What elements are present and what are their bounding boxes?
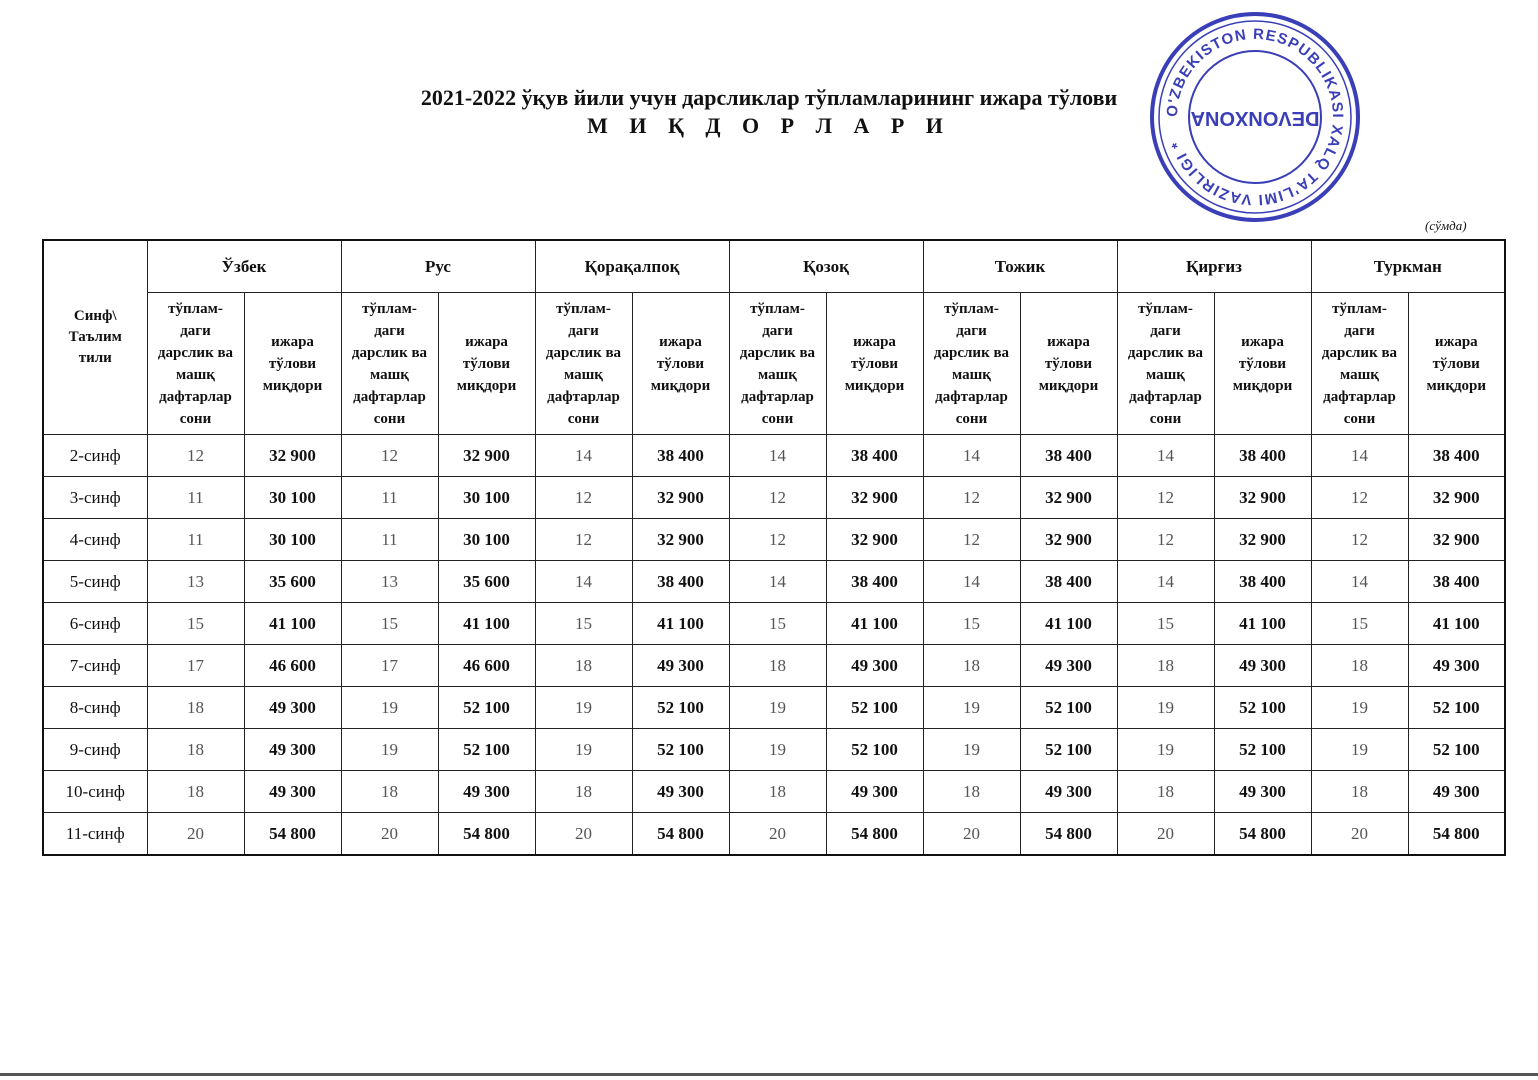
rent-amount-cell: 35 600 <box>244 561 341 603</box>
rent-amount-cell: 32 900 <box>244 435 341 477</box>
book-count-cell: 11 <box>341 477 438 519</box>
amount-header-line: тўлови <box>656 355 705 372</box>
book-count-cell: 11 <box>341 519 438 561</box>
book-count-cell: 15 <box>1311 603 1408 645</box>
rent-amount-cell: 54 800 <box>438 813 535 856</box>
count-header-line: машқ <box>176 366 215 383</box>
book-count-cell: 19 <box>923 687 1020 729</box>
rent-amount-cell: 38 400 <box>1020 561 1117 603</box>
stamp-ring-text: O'ZBEKISTON RESPUBLIKASI XALQ TA'LIMI VAZIRLIGI * <box>1163 25 1347 209</box>
count-column-header <box>1117 293 1214 435</box>
rent-amount-cell: 49 300 <box>1214 645 1311 687</box>
table-row <box>43 519 1505 561</box>
book-count-cell: 12 <box>535 519 632 561</box>
rent-amount-cell: 52 100 <box>438 729 535 771</box>
rent-amount-cell: 49 300 <box>244 771 341 813</box>
rent-amount-cell: 41 100 <box>1214 603 1311 645</box>
rent-amount-cell: 32 900 <box>826 477 923 519</box>
count-header-line: сони <box>1149 410 1182 427</box>
rent-amount-cell: 32 900 <box>1020 477 1117 519</box>
book-count-cell: 17 <box>147 645 244 687</box>
count-header-line: сони <box>955 410 988 427</box>
table-row <box>43 477 1505 519</box>
book-count-cell: 20 <box>1311 813 1408 856</box>
language-header: Тожик <box>923 240 1117 293</box>
table-row <box>43 561 1505 603</box>
rent-amount-cell: 49 300 <box>826 645 923 687</box>
book-count-cell: 12 <box>535 477 632 519</box>
language-header: Қирғиз <box>1117 240 1311 293</box>
grade-cell: 3-синф <box>43 477 147 519</box>
rent-amount-cell: 41 100 <box>438 603 535 645</box>
book-count-cell: 18 <box>923 645 1020 687</box>
amount-header-line: тўлови <box>268 355 317 372</box>
book-count-cell: 15 <box>1117 603 1214 645</box>
book-count-cell: 15 <box>729 603 826 645</box>
count-header-line: дарслик ва <box>739 344 816 361</box>
count-header-line: машқ <box>564 366 603 383</box>
rent-amount-cell: 30 100 <box>438 519 535 561</box>
count-header-line: дарслик ва <box>933 344 1010 361</box>
rent-amount-cell: 52 100 <box>1020 729 1117 771</box>
table-row <box>43 687 1505 729</box>
count-header-line: сони <box>373 410 406 427</box>
count-header-line: тўплам- <box>750 300 805 317</box>
page-bottom-divider <box>0 1073 1538 1076</box>
grade-cell: 4-синф <box>43 519 147 561</box>
book-count-cell: 18 <box>1311 645 1408 687</box>
stamp-center-text: DEVONXONA <box>1190 107 1320 129</box>
book-count-cell: 15 <box>341 603 438 645</box>
book-count-cell: 18 <box>535 645 632 687</box>
language-header: Рус <box>341 240 535 293</box>
amount-header-line: миқдори <box>1232 377 1293 394</box>
rent-amount-cell: 52 100 <box>632 687 729 729</box>
grade-cell: 5-синф <box>43 561 147 603</box>
rent-amount-cell: 49 300 <box>1408 771 1505 813</box>
book-count-cell: 18 <box>147 771 244 813</box>
rent-amount-cell: 32 900 <box>826 519 923 561</box>
count-header-line: тўплам- <box>1332 300 1387 317</box>
book-count-cell: 19 <box>729 687 826 729</box>
amount-header-line: миқдори <box>456 377 517 394</box>
table-row <box>43 813 1505 856</box>
amount-header-line: тўлови <box>1432 355 1480 372</box>
currency-unit-note: (сўмда) <box>1425 218 1467 233</box>
grade-cell: 6-синф <box>43 603 147 645</box>
book-count-cell: 12 <box>341 435 438 477</box>
count-header-line: машқ <box>952 366 991 383</box>
amount-header-line: ижара <box>1241 333 1284 350</box>
amount-header-line: тўлови <box>1238 355 1287 372</box>
book-count-cell: 14 <box>535 561 632 603</box>
language-header: Ўзбек <box>147 240 341 293</box>
table-row <box>43 603 1505 645</box>
rent-amount-cell: 52 100 <box>438 687 535 729</box>
count-header-line: даги <box>568 322 599 339</box>
rent-amount-cell: 38 400 <box>632 561 729 603</box>
rent-amount-cell: 30 100 <box>438 477 535 519</box>
amount-column-header <box>244 293 341 435</box>
book-count-cell: 19 <box>1117 729 1214 771</box>
book-count-cell: 20 <box>147 813 244 856</box>
official-stamp <box>1148 10 1362 224</box>
count-column-header <box>1311 293 1408 435</box>
book-count-cell: 12 <box>729 519 826 561</box>
rent-amount-cell: 52 100 <box>1020 687 1117 729</box>
book-count-cell: 20 <box>1117 813 1214 856</box>
book-count-cell: 17 <box>341 645 438 687</box>
book-count-cell: 14 <box>729 561 826 603</box>
book-count-cell: 18 <box>147 687 244 729</box>
count-header-line: машқ <box>370 366 409 383</box>
count-header-line: машқ <box>758 366 797 383</box>
amount-header-line: ижара <box>659 333 702 350</box>
amount-column-header <box>1214 293 1311 435</box>
language-header: Қозоқ <box>729 240 923 293</box>
amount-column-header <box>438 293 535 435</box>
book-count-cell: 18 <box>923 771 1020 813</box>
language-header: Туркман <box>1311 240 1505 293</box>
book-count-cell: 12 <box>923 519 1020 561</box>
book-count-cell: 12 <box>923 477 1020 519</box>
rent-amount-cell: 54 800 <box>1214 813 1311 856</box>
grade-cell: 8-синф <box>43 687 147 729</box>
book-count-cell: 12 <box>147 435 244 477</box>
book-count-cell: 18 <box>729 771 826 813</box>
count-header-line: дарслик ва <box>545 344 622 361</box>
rent-amount-cell: 38 400 <box>632 435 729 477</box>
rent-amount-cell: 41 100 <box>1020 603 1117 645</box>
book-count-cell: 14 <box>1117 435 1214 477</box>
rent-amount-cell: 32 900 <box>1408 519 1505 561</box>
count-header-line: даги <box>374 322 405 339</box>
rent-amount-cell: 38 400 <box>826 435 923 477</box>
book-count-cell: 19 <box>1117 687 1214 729</box>
rent-amount-cell: 32 900 <box>1020 519 1117 561</box>
book-count-cell: 14 <box>729 435 826 477</box>
book-count-cell: 19 <box>341 729 438 771</box>
rent-amount-cell: 49 300 <box>1408 645 1505 687</box>
rent-amount-cell: 46 600 <box>244 645 341 687</box>
count-column-header <box>147 293 244 435</box>
book-count-cell: 20 <box>923 813 1020 856</box>
rent-amount-cell: 49 300 <box>244 687 341 729</box>
count-header-line: дарслик ва <box>1127 344 1204 361</box>
rent-amount-cell: 54 800 <box>826 813 923 856</box>
book-count-cell: 18 <box>341 771 438 813</box>
amount-header-line: ижара <box>1434 333 1478 350</box>
count-header-line: даги <box>762 322 793 339</box>
corner-header-line: тили <box>78 350 112 366</box>
rent-amount-cell: 32 900 <box>438 435 535 477</box>
book-count-cell: 15 <box>923 603 1020 645</box>
grade-cell: 11-синф <box>43 813 147 856</box>
rent-amount-cell: 32 900 <box>1214 519 1311 561</box>
count-header-line: дарслик ва <box>157 344 234 361</box>
amount-header-line: тўлови <box>850 355 899 372</box>
rent-amount-cell: 49 300 <box>438 771 535 813</box>
book-count-cell: 12 <box>1311 477 1408 519</box>
rent-amount-cell: 38 400 <box>1214 435 1311 477</box>
book-count-cell: 19 <box>923 729 1020 771</box>
book-count-cell: 19 <box>341 687 438 729</box>
rent-amount-cell: 38 400 <box>1408 561 1505 603</box>
rent-payment-table <box>42 239 1506 856</box>
rent-amount-cell: 49 300 <box>632 771 729 813</box>
rent-amount-cell: 32 900 <box>1214 477 1311 519</box>
rent-amount-cell: 52 100 <box>1214 687 1311 729</box>
rent-amount-cell: 38 400 <box>1408 435 1505 477</box>
count-header-line: машқ <box>1340 366 1379 383</box>
rent-amount-cell: 35 600 <box>438 561 535 603</box>
table-row <box>43 729 1505 771</box>
book-count-cell: 18 <box>147 729 244 771</box>
book-count-cell: 19 <box>535 687 632 729</box>
rent-amount-cell: 54 800 <box>244 813 341 856</box>
book-count-cell: 11 <box>147 477 244 519</box>
count-header-line: дарслик ва <box>351 344 428 361</box>
book-count-cell: 19 <box>535 729 632 771</box>
book-count-cell: 12 <box>1311 519 1408 561</box>
grade-cell: 2-синф <box>43 435 147 477</box>
corner-header-line: Таълим <box>68 329 122 345</box>
book-count-cell: 14 <box>535 435 632 477</box>
amount-header-line: миқдори <box>262 377 323 394</box>
rent-amount-cell: 52 100 <box>632 729 729 771</box>
language-header: Қорақалпоқ <box>535 240 729 293</box>
book-count-cell: 20 <box>729 813 826 856</box>
rent-amount-cell: 52 100 <box>1214 729 1311 771</box>
book-count-cell: 18 <box>535 771 632 813</box>
rent-amount-cell: 41 100 <box>244 603 341 645</box>
book-count-cell: 15 <box>147 603 244 645</box>
amount-header-line: ижара <box>853 333 896 350</box>
count-header-line: дафтарлар <box>741 388 814 405</box>
amount-column-header <box>1020 293 1117 435</box>
title-line-1: 2021-2022 ўқув йили учун дарсликлар тўпламларининг ижара тўлови <box>420 85 1118 110</box>
rent-amount-cell: 54 800 <box>1020 813 1117 856</box>
book-count-cell: 19 <box>729 729 826 771</box>
count-header-line: дафтарлар <box>1129 388 1202 405</box>
count-header-line: даги <box>956 322 987 339</box>
rent-amount-cell: 30 100 <box>244 519 341 561</box>
amount-header-line: миқдори <box>1038 377 1099 394</box>
rent-amount-cell: 32 900 <box>632 477 729 519</box>
rent-amount-cell: 49 300 <box>1214 771 1311 813</box>
rent-amount-cell: 52 100 <box>826 687 923 729</box>
book-count-cell: 13 <box>341 561 438 603</box>
rent-amount-cell: 49 300 <box>826 771 923 813</box>
rent-amount-cell: 38 400 <box>826 561 923 603</box>
count-column-header <box>923 293 1020 435</box>
rent-amount-cell: 49 300 <box>632 645 729 687</box>
amount-column-header <box>632 293 729 435</box>
book-count-cell: 18 <box>729 645 826 687</box>
corner-header-line: Синф\ <box>73 308 117 324</box>
amount-header-line: миқдори <box>650 377 711 394</box>
book-count-cell: 14 <box>1311 435 1408 477</box>
amount-header-line: миқдори <box>844 377 905 394</box>
grade-cell: 10-синф <box>43 771 147 813</box>
count-header-line: дафтарлар <box>1323 388 1396 405</box>
corner-header <box>43 240 147 435</box>
amount-header-line: ижара <box>465 333 508 350</box>
book-count-cell: 20 <box>341 813 438 856</box>
rent-amount-cell: 49 300 <box>1020 771 1117 813</box>
count-header-line: дафтарлар <box>159 388 232 405</box>
book-count-cell: 14 <box>923 435 1020 477</box>
count-header-line: тўплам- <box>1138 300 1193 317</box>
book-count-cell: 14 <box>923 561 1020 603</box>
rent-amount-cell: 41 100 <box>1408 603 1505 645</box>
book-count-cell: 14 <box>1311 561 1408 603</box>
rent-amount-cell: 38 400 <box>1214 561 1311 603</box>
book-count-cell: 20 <box>535 813 632 856</box>
book-count-cell: 12 <box>729 477 826 519</box>
rent-amount-cell: 30 100 <box>244 477 341 519</box>
book-count-cell: 13 <box>147 561 244 603</box>
amount-header-line: тўлови <box>462 355 511 372</box>
count-header-line: тўплам- <box>556 300 611 317</box>
table-row <box>43 771 1505 813</box>
table-row <box>43 645 1505 687</box>
rent-amount-cell: 52 100 <box>1408 687 1505 729</box>
rent-amount-cell: 32 900 <box>1408 477 1505 519</box>
amount-header-line: ижара <box>271 333 314 350</box>
count-header-line: дафтарлар <box>547 388 620 405</box>
count-header-line: дафтарлар <box>353 388 426 405</box>
count-header-line: сони <box>179 410 212 427</box>
count-header-line: тўплам- <box>362 300 417 317</box>
rent-amount-cell: 49 300 <box>1020 645 1117 687</box>
rent-amount-cell: 52 100 <box>826 729 923 771</box>
count-header-line: сони <box>567 410 600 427</box>
count-column-header <box>535 293 632 435</box>
count-column-header <box>341 293 438 435</box>
amount-column-header <box>1408 293 1505 435</box>
grade-cell: 7-синф <box>43 645 147 687</box>
amount-column-header <box>826 293 923 435</box>
book-count-cell: 18 <box>1117 645 1214 687</box>
book-count-cell: 15 <box>535 603 632 645</box>
count-header-line: даги <box>1344 322 1375 339</box>
book-count-cell: 19 <box>1311 729 1408 771</box>
rent-amount-cell: 54 800 <box>632 813 729 856</box>
book-count-cell: 19 <box>1311 687 1408 729</box>
count-header-line: даги <box>1150 322 1181 339</box>
title-line-2: М И Қ Д О Р Л А Р И <box>587 113 951 138</box>
amount-header-line: ижара <box>1047 333 1090 350</box>
count-header-line: дарслик ва <box>1321 344 1398 361</box>
rent-amount-cell: 41 100 <box>632 603 729 645</box>
book-count-cell: 18 <box>1117 771 1214 813</box>
count-header-line: сони <box>761 410 794 427</box>
count-header-line: тўплам- <box>168 300 223 317</box>
count-header-line: даги <box>180 322 211 339</box>
book-count-cell: 11 <box>147 519 244 561</box>
book-count-cell: 18 <box>1311 771 1408 813</box>
rent-amount-cell: 54 800 <box>1408 813 1505 856</box>
count-header-line: дафтарлар <box>935 388 1008 405</box>
rent-amount-cell: 32 900 <box>632 519 729 561</box>
amount-header-line: миқдори <box>1426 377 1487 394</box>
grade-cell: 9-синф <box>43 729 147 771</box>
count-header-line: тўплам- <box>944 300 999 317</box>
count-header-line: сони <box>1343 410 1376 427</box>
rent-amount-cell: 38 400 <box>1020 435 1117 477</box>
count-header-line: машқ <box>1146 366 1185 383</box>
table-row <box>43 435 1505 477</box>
count-column-header <box>729 293 826 435</box>
book-count-cell: 14 <box>1117 561 1214 603</box>
amount-header-line: тўлови <box>1044 355 1093 372</box>
rent-amount-cell: 41 100 <box>826 603 923 645</box>
rent-amount-cell: 52 100 <box>1408 729 1505 771</box>
rent-amount-cell: 49 300 <box>244 729 341 771</box>
rent-amount-cell: 46 600 <box>438 645 535 687</box>
book-count-cell: 12 <box>1117 519 1214 561</box>
book-count-cell: 12 <box>1117 477 1214 519</box>
